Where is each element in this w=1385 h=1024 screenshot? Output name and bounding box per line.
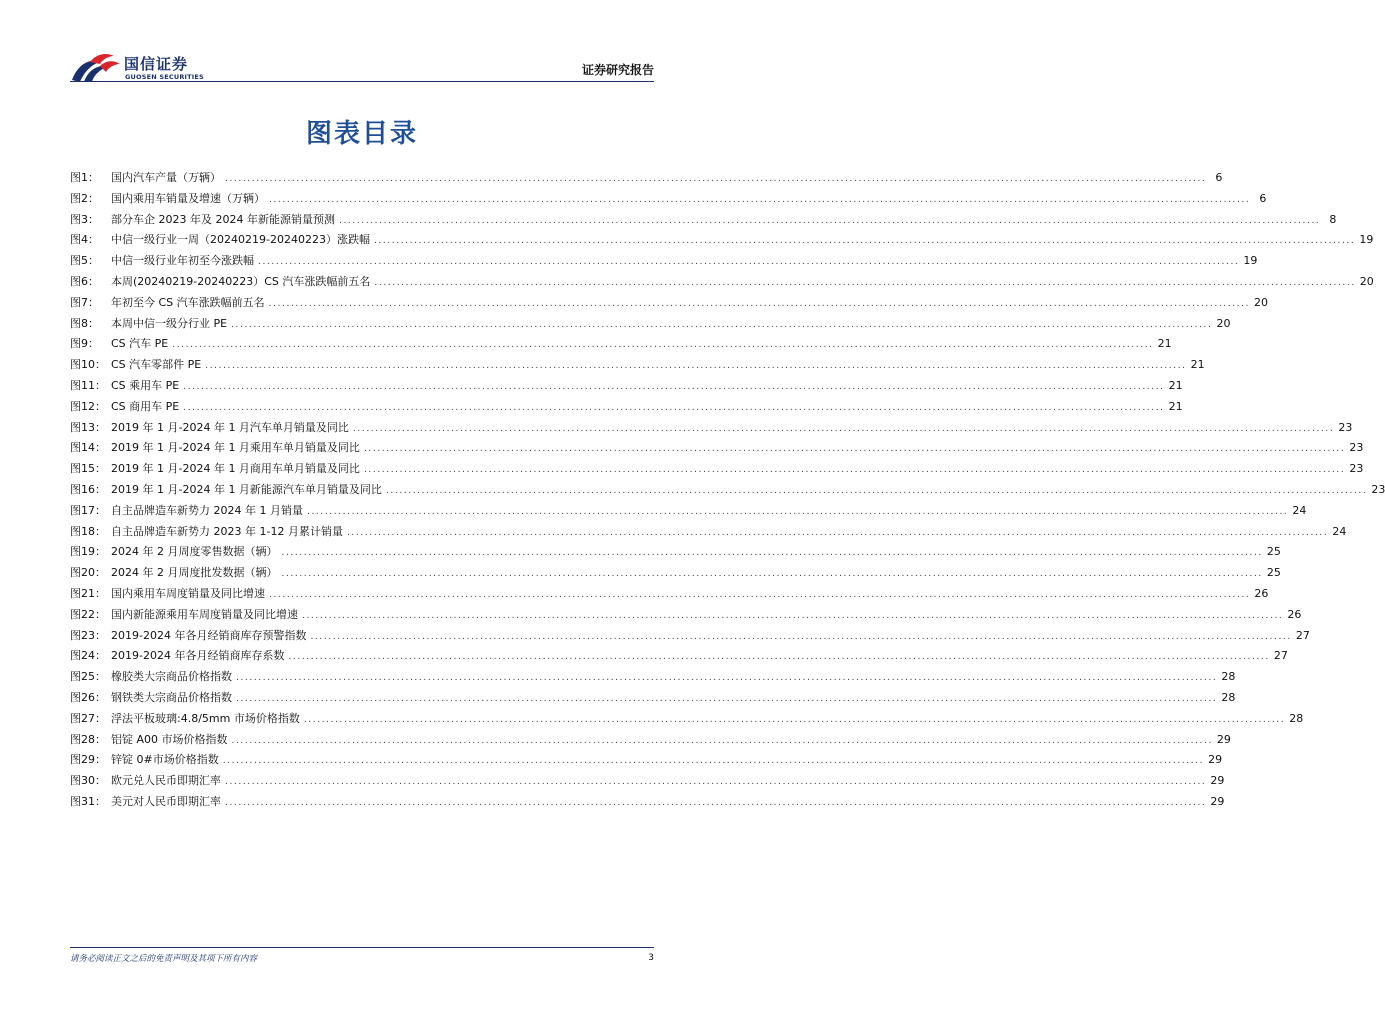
toc-entry[interactable] [70,667,1236,688]
toc-figure-title[interactable]: 橡胶类大宗商品价格指数 [111,670,232,684]
toc-figure-title[interactable]: 锌锭 0#市场价格指数 [111,753,219,767]
toc-page-number[interactable]: 25 [1266,545,1281,559]
toc-entry[interactable] [70,480,1385,501]
toc-figure-label: 图9： [70,337,99,351]
toc-figure-title[interactable]: 2019 年 1 月-2024 年 1 月新能源汽车单月销量及同比 [111,482,382,496]
toc-entry[interactable] [70,646,1288,667]
page-header [0,0,724,90]
toc-figure-title[interactable]: CS 汽车 PE [111,337,169,351]
toc-dot-leader: ............................................................................................................................................................................................................................ [258,257,1240,268]
toc-figure-label: 图6： [70,274,99,288]
figure-table-of-contents [70,168,1385,813]
toc-page-number[interactable]: 23 [1371,482,1385,496]
toc-page-number[interactable]: 27 [1273,649,1288,663]
toc-figure-title[interactable]: 2019 年 1 月-2024 年 1 月汽车单月销量及同比 [111,420,349,434]
toc-figure-label: 图12： [70,399,106,413]
toc-entry[interactable] [70,210,1337,231]
toc-entry[interactable] [70,459,1364,480]
toc-dot-leader: ............................................................................................................................................................................................................................ [363,444,1346,455]
toc-dot-leader: ............................................................................................................................................................................................................................ [231,735,1213,746]
toc-page-number[interactable]: 21 [1157,337,1172,351]
toc-figure-label: 图14： [70,441,106,455]
toc-entry[interactable] [70,750,1223,771]
toc-figure-label: 图8： [70,316,99,330]
guosen-logo-icon [70,52,122,84]
toc-entry[interactable] [70,501,1307,522]
toc-dot-leader: ............................................................................................................................................................................................................................ [236,693,1218,704]
toc-figure-label: 图16： [70,482,106,496]
toc-figure-label: 图11： [70,378,106,392]
toc-page-number[interactable]: 25 [1266,566,1281,580]
toc-figure-title[interactable]: 国内乘用车周度销量及同比增速 [111,586,265,600]
toc-page-number[interactable]: 26 [1287,607,1302,621]
toc-page-number[interactable]: 20 [1254,295,1269,309]
toc-page-number[interactable]: 21 [1190,358,1205,372]
toc-page-number[interactable]: 23 [1349,441,1364,455]
toc-entry[interactable] [70,688,1236,709]
toc-figure-label: 图15： [70,462,106,476]
toc-page-number[interactable]: 28 [1289,711,1304,725]
toc-page-number[interactable]: 26 [1254,586,1269,600]
toc-figure-title[interactable]: 2019-2024 年各月经销商库存预警指数 [111,628,307,642]
toc-figure-label: 图4： [70,233,99,247]
toc-figure-label: 图20： [70,566,106,580]
toc-figure-title[interactable]: 国内汽车产量（万辆） [111,171,221,184]
toc-entry[interactable] [70,355,1205,376]
toc-figure-label: 图28： [70,732,106,746]
toc-figure-title[interactable]: CS 汽车零部件 PE [111,358,202,372]
toc-page-number[interactable]: 24 [1332,524,1347,538]
toc-figure-label: 图2： [70,191,99,205]
toc-entry[interactable] [70,251,1258,272]
toc-dot-leader: ............................................................................................................................................................................................................................ [374,277,1356,288]
toc-figure-label: 图21： [70,586,106,600]
toc-entry[interactable] [70,771,1225,792]
toc-figure-label: 图22： [70,607,106,621]
toc-dot-leader: ............................................................................................................................................................................................................................ [268,298,1251,309]
toc-dot-leader: ............................................................................................................................................................................................................................ [363,465,1346,476]
toc-page-number[interactable]: 29 [1216,732,1231,746]
toc-entry[interactable] [70,730,1231,751]
toc-entry[interactable] [70,605,1302,626]
toc-figure-title[interactable]: 铝锭 A00 市场价格指数 [111,732,228,746]
toc-figure-title[interactable]: 国内新能源乘用车周度销量及同比增速 [111,607,298,621]
toc-dot-leader: ............................................................................................................................................................................................................................ [385,485,1368,496]
toc-figure-title[interactable]: 2019 年 1 月-2024 年 1 月商用车单月销量及同比 [111,462,360,476]
toc-dot-leader: ............................................................................................................................................................................................................................ [183,381,1165,392]
toc-page-number[interactable]: 29 [1210,794,1225,808]
toc-dot-leader: ............................................................................................................................................................................................................................ [281,548,1263,559]
toc-figure-label: 图10： [70,358,106,372]
toc-figure-label: 图1： [70,171,99,184]
toc-page-number[interactable]: 8 [1329,212,1337,226]
toc-dot-leader: ............................................................................................................................................................................................................................ [222,756,1205,767]
toc-figure-label: 图17： [70,503,106,517]
toc-dot-leader: ............................................................................................................................................................................................................................ [373,236,1356,247]
toc-entry[interactable] [70,563,1281,584]
header-divider [70,81,654,82]
toc-entry[interactable] [70,272,1374,293]
toc-figure-title[interactable]: 2019 年 1 月-2024 年 1 月乘用车单月销量及同比 [111,441,360,455]
toc-figure-label: 图26： [70,690,106,704]
toc-dot-leader: ............................................................................................................................................................................................................................ [302,610,1284,621]
toc-figure-title[interactable]: 自主品牌造车新势力 2024 年 1 月销量 [111,503,303,517]
toc-figure-title[interactable]: 中信一级行业一周（20240219-20240223）涨跌幅 [111,233,370,247]
toc-entry[interactable] [70,522,1347,543]
toc-dot-leader: ............................................................................................................................................................................................................................ [303,714,1286,725]
toc-figure-title[interactable]: 年初至今 CS 汽车涨跌幅前五名 [111,295,265,309]
toc-figure-title[interactable]: CS 乘用车 PE [111,378,180,392]
toc-figure-title[interactable]: 2024 年 2 月周度零售数据（辆） [111,545,278,559]
toc-dot-leader: ............................................................................................................................................................................................................................ [352,423,1335,434]
toc-figure-title[interactable]: 自主品牌造车新势力 2023 年 1-12 月累计销量 [111,524,343,538]
toc-entry[interactable] [70,168,1223,189]
toc-entry[interactable] [70,334,1172,355]
toc-page-number[interactable]: 29 [1210,774,1225,788]
toc-entry[interactable] [70,709,1304,730]
toc-figure-label: 图24： [70,649,106,663]
toc-entry[interactable] [70,293,1269,314]
toc-dot-leader: ............................................................................................................................................................................................................................ [183,402,1165,413]
toc-figure-label: 图18： [70,524,106,538]
toc-figure-title[interactable]: 2019-2024 年各月经销商库存系数 [111,649,285,663]
footer-page-number: 3 [648,953,654,963]
toc-figure-label: 图27： [70,711,106,725]
toc-dot-leader: ............................................................................................................................................................................................................................ [281,569,1263,580]
toc-figure-label: 图13： [70,420,106,434]
toc-dot-leader: ............................................................................................................................................................................................................................ [269,194,1251,205]
toc-figure-title[interactable]: 浮法平板玻璃:4.8/5mm 市场价格指数 [111,711,300,725]
toc-entry[interactable] [70,376,1183,397]
toc-dot-leader: ............................................................................................................................................................................................................................ [310,631,1292,642]
toc-figure-title[interactable]: CS 商用车 PE [111,399,180,413]
toc-dot-leader: ............................................................................................................................................................................................................................ [231,319,1213,330]
toc-entry[interactable] [70,418,1353,439]
toc-figure-label: 图29： [70,753,106,767]
toc-page-number[interactable]: 24 [1292,503,1307,517]
toc-figure-label: 图5： [70,254,99,268]
toc-page-number[interactable]: 29 [1208,753,1223,767]
toc-dot-leader: ............................................................................................................................................................................................................................ [236,673,1218,684]
toc-figure-title[interactable]: 国内乘用车销量及增速（万辆） [111,191,265,205]
toc-figure-title[interactable]: 本周(20240219-20240223）CS 汽车涨跌幅前五名 [111,274,371,288]
logo-english-name: GUOSEN SECURITIES [125,73,204,81]
toc-figure-title[interactable]: 部分车企 2023 年及 2024 年新能源销量预测 [111,212,335,226]
toc-entry[interactable] [70,626,1310,647]
toc-dot-leader: ............................................................................................................................................................................................................................ [306,506,1289,517]
toc-entry[interactable] [70,314,1231,335]
report-type-label: 证券研究报告 [581,63,654,77]
toc-dot-leader: ............................................................................................................................................................................................................................ [172,340,1154,351]
logo-chinese-name: 国信证券 [124,55,189,73]
footer-divider [70,947,654,948]
toc-page-number[interactable]: 19 [1243,254,1258,268]
toc-page-number[interactable]: 19 [1359,233,1374,247]
toc-page-number[interactable]: 6 [1215,171,1223,184]
toc-figure-label: 图19： [70,545,106,559]
toc-page-number[interactable]: 28 [1221,670,1236,684]
toc-entry[interactable] [70,230,1374,251]
toc-figure-title[interactable]: 美元对人民币即期汇率 [111,794,221,808]
toc-page-number[interactable]: 28 [1221,690,1236,704]
toc-figure-label: 图3： [70,212,99,226]
toc-dot-leader: ............................................................................................................................................................................................................................ [346,527,1329,538]
toc-entry[interactable] [70,584,1269,605]
toc-figure-title[interactable]: 中信一级行业年初至今涨跌幅 [111,254,254,268]
toc-dot-leader: ............................................................................................................................................................................................................................ [225,777,1207,788]
toc-page-number[interactable]: 23 [1349,462,1364,476]
toc-figure-label: 图25： [70,670,106,684]
toc-figure-label: 图30： [70,774,106,788]
toc-figure-title[interactable]: 2024 年 2 月周度批发数据（辆） [111,566,278,580]
toc-dot-leader: ............................................................................................................................................................................................................................ [205,361,1187,372]
toc-page-number[interactable]: 23 [1338,420,1353,434]
toc-figure-title[interactable]: 钢铁类大宗商品价格指数 [111,690,232,704]
toc-dot-leader: ............................................................................................................................................................................................................................ [269,589,1251,600]
toc-figure-label: 图23： [70,628,106,642]
footer-disclaimer: 请务必阅读正文之后的免责声明及其项下所有内容 [70,954,258,964]
toc-dot-leader: ............................................................................................................................................................................................................................ [225,797,1207,808]
toc-entry[interactable] [70,397,1183,418]
toc-page-number[interactable]: 27 [1295,628,1310,642]
toc-figure-label: 图31： [70,794,106,808]
toc-entry[interactable] [70,542,1281,563]
toc-page-number[interactable]: 20 [1216,316,1231,330]
toc-page-number[interactable]: 20 [1359,274,1374,288]
toc-page-number[interactable]: 6 [1259,191,1267,205]
toc-dot-leader: ............................................................................................................................................................................................................................ [288,652,1270,663]
toc-dot-leader: ............................................................................................................................................................................................................................ [225,174,1207,184]
toc-page-number[interactable]: 21 [1168,399,1183,413]
toc-dot-leader: ............................................................................................................................................................................................................................ [338,215,1321,226]
toc-figure-title[interactable]: 本周中信一级分行业 PE [111,316,228,330]
toc-entry[interactable] [70,792,1225,813]
toc-page-number[interactable]: 21 [1168,378,1183,392]
toc-entry[interactable] [70,438,1364,459]
toc-figure-label: 图7： [70,295,99,309]
toc-figure-title[interactable]: 欧元兑人民币即期汇率 [111,774,221,788]
company-logo [70,52,230,84]
toc-entry[interactable] [70,189,1267,210]
page-title: 图表目录 [305,119,418,149]
